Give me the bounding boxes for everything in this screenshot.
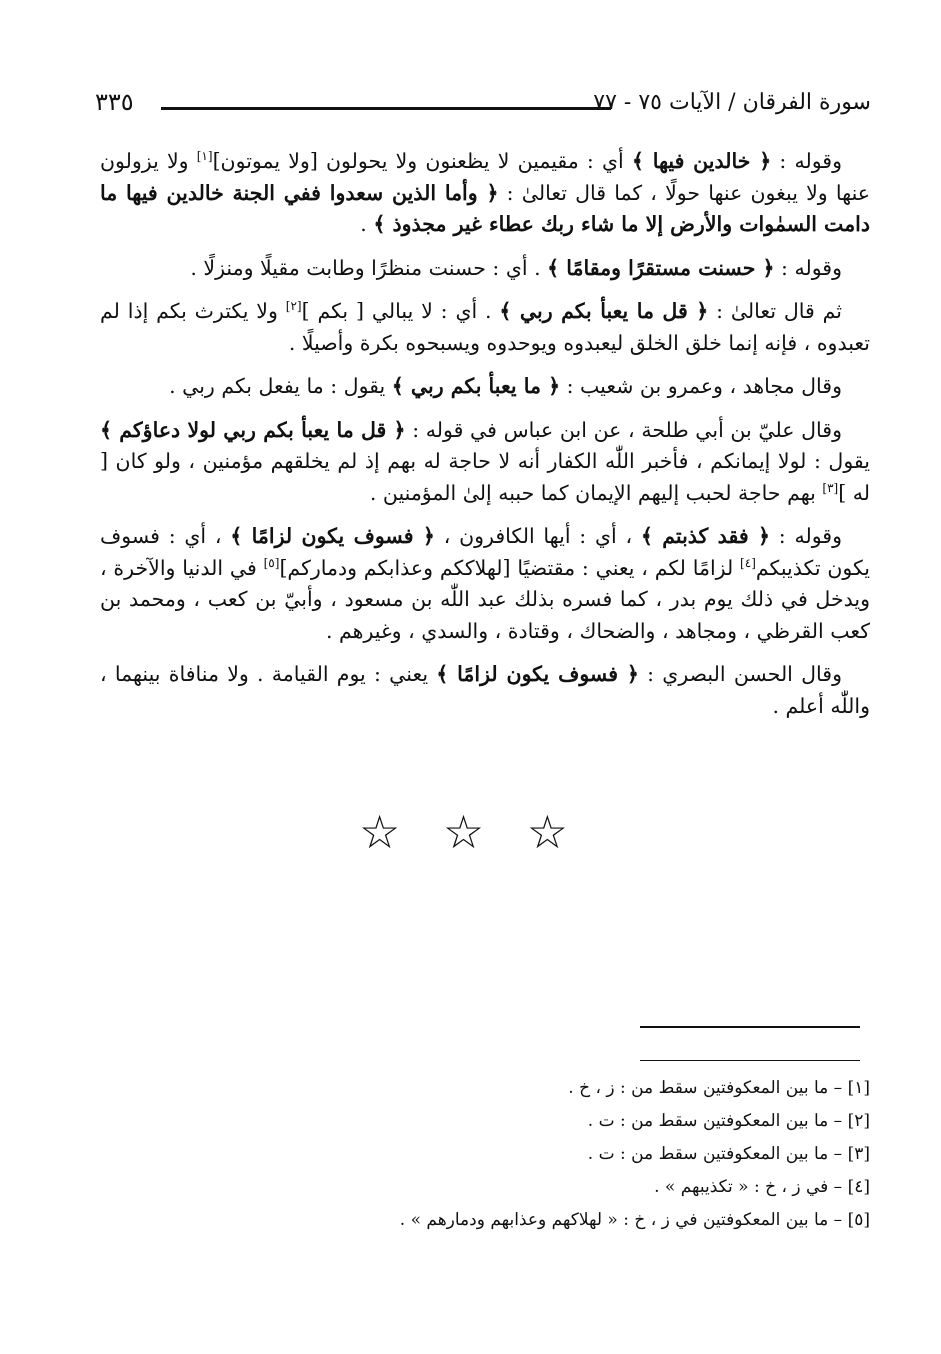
text-run: وقوله :	[774, 255, 842, 280]
paragraph-4	[100, 371, 870, 403]
text-run: ولا يزولون عنها ولا يبغون عنها حولًا ، كما قال تعالىٰ :	[100, 149, 871, 205]
footnote-ref[interactable]: [٣]	[822, 480, 839, 495]
text-run: بهم حاجة لحبب إليهم الإيمان كما حببه إلىٰ المؤمنين .	[369, 480, 823, 505]
footnotes	[200, 1072, 870, 1237]
quran-quote: ﴿ فسوف يكون لزامًا ﴾	[230, 524, 435, 548]
footnote-ref[interactable]: [١]	[196, 149, 213, 164]
text-run: وقال الحسن البصري :	[638, 662, 842, 686]
quran-quote: ﴿ قل ما يعبأ بكم ربي ﴾	[499, 299, 709, 323]
quran-quote: ﴿ خالدين فيها ﴾	[631, 149, 772, 173]
paragraph-7	[100, 659, 870, 722]
paragraph-2	[100, 253, 870, 285]
text-run: في الدنيا والآخرة ، ويدخل في ذلك يوم بدر ، كما فسره بذلك عبد اللّٰه بن مسعود ، وأبيّ بن كعب ، ومحمد بن كعب القرظي ، ومجاهد ، والضحاك ، وقتادة ، والسدي ، وغيرهم .	[100, 555, 870, 643]
footnote-ref[interactable]: [٢]	[285, 299, 302, 314]
quran-quote: ﴿ قل ما يعبأ بكم ربي لولا دعاؤكم ﴾	[100, 417, 406, 442]
text-run: ، أي : فسوف يكون تكذيبكم	[100, 524, 871, 580]
footnote-5: [٥] – ما بين المعكوفتين في ز ، خ : « لهلاكهم وعذابهم ودمارهم » .	[399, 1210, 870, 1230]
paragraph-5	[100, 415, 870, 510]
main-text	[100, 146, 870, 734]
paragraph-6	[100, 521, 870, 647]
page-number: ٣٣٥	[95, 88, 134, 116]
text-run: .	[360, 212, 374, 236]
footnote-ref[interactable]: [٥]	[263, 555, 280, 570]
text-run: ولا يكترث بكم إذا لم تعبدوه ، فإنه إنما خلق الخلق ليعبدوه ويوحدوه ويسبحوه بكرة وأصيلًا .	[100, 299, 870, 355]
page-header	[95, 88, 871, 128]
footnote-2: [٢] – ما بين المعكوفتين سقط من : ت .	[587, 1111, 870, 1131]
text-run: لزامًا لكم ، يعني : مقتضيًا [لهلاككم وعذابكم ودماركم]	[279, 555, 741, 580]
text-run: يعني : يوم القيامة . ولا منافاة بينهما ، واللّٰه أعلم .	[100, 662, 870, 718]
paragraph-3	[100, 296, 870, 359]
text-run: وقوله :	[770, 524, 842, 548]
footnote-rule-secondary	[640, 1060, 860, 1061]
footnote-3: [٣] – ما بين المعكوفتين سقط من : ت .	[587, 1144, 870, 1164]
footnote-4: [٤] – في ز ، خ : « تكذيبهم » .	[654, 1177, 870, 1197]
text-run: يقول : ما يفعل بكم ربي .	[169, 374, 392, 398]
section-separator-stars: ☆ ☆ ☆	[359, 805, 582, 859]
quran-quote: ﴿ فسوف يكون لزامًا ﴾	[436, 662, 639, 686]
quran-quote: ﴿ وأما الذين سعدوا ففي الجنة خالدين فيها ما دامت السمٰوات والأرض إلا ما شاء ربك عطاء غير مجذوذ ﴾	[100, 180, 870, 236]
footnote-rule	[640, 1026, 860, 1028]
text-run: ثم قال تعالىٰ :	[708, 299, 843, 323]
text-run: يقول : لولا إيمانكم ، فأخبر اللّٰه الكفار أنه لا حاجة له بهم إذ لم يخلقهم مؤمنين ، ولو كان [ له ]	[100, 449, 870, 505]
text-run: وقوله :	[771, 149, 842, 173]
text-run: . أي : حسنت منظرًا وطابت مقيلًا ومنزلًا .	[190, 255, 548, 280]
paragraph-1	[100, 146, 870, 241]
footnote-ref[interactable]: [٤]	[740, 555, 756, 570]
text-run: وقال مجاهد ، وعمرو بن شعيب :	[560, 374, 842, 398]
quran-quote: ﴿ ما يعبأ بكم ربي ﴾	[391, 374, 561, 398]
text-run: ، أي : أيها الكافرون ،	[434, 524, 641, 548]
text-run: أي : مقيمين لا يظعنون ولا يحولون [ولا يموتون]	[212, 149, 632, 173]
footnote-1: [١] – ما بين المعكوفتين سقط من : ز ، خ .	[568, 1078, 870, 1098]
surah-title: سورة الفرقان / الآيات ٧٥ - ٧٧	[593, 90, 871, 115]
text-run: وقال عليّ بن أبي طلحة ، عن ابن عباس في قوله :	[405, 417, 842, 442]
header-rule	[161, 107, 611, 110]
text-run: . أي : لا يبالي [ بكم ]	[301, 299, 500, 323]
quran-quote: ﴿ فقد كذبتم ﴾	[640, 524, 771, 548]
quran-quote: ﴿ حسنت مستقرًا ومقامًا ﴾	[547, 255, 775, 280]
